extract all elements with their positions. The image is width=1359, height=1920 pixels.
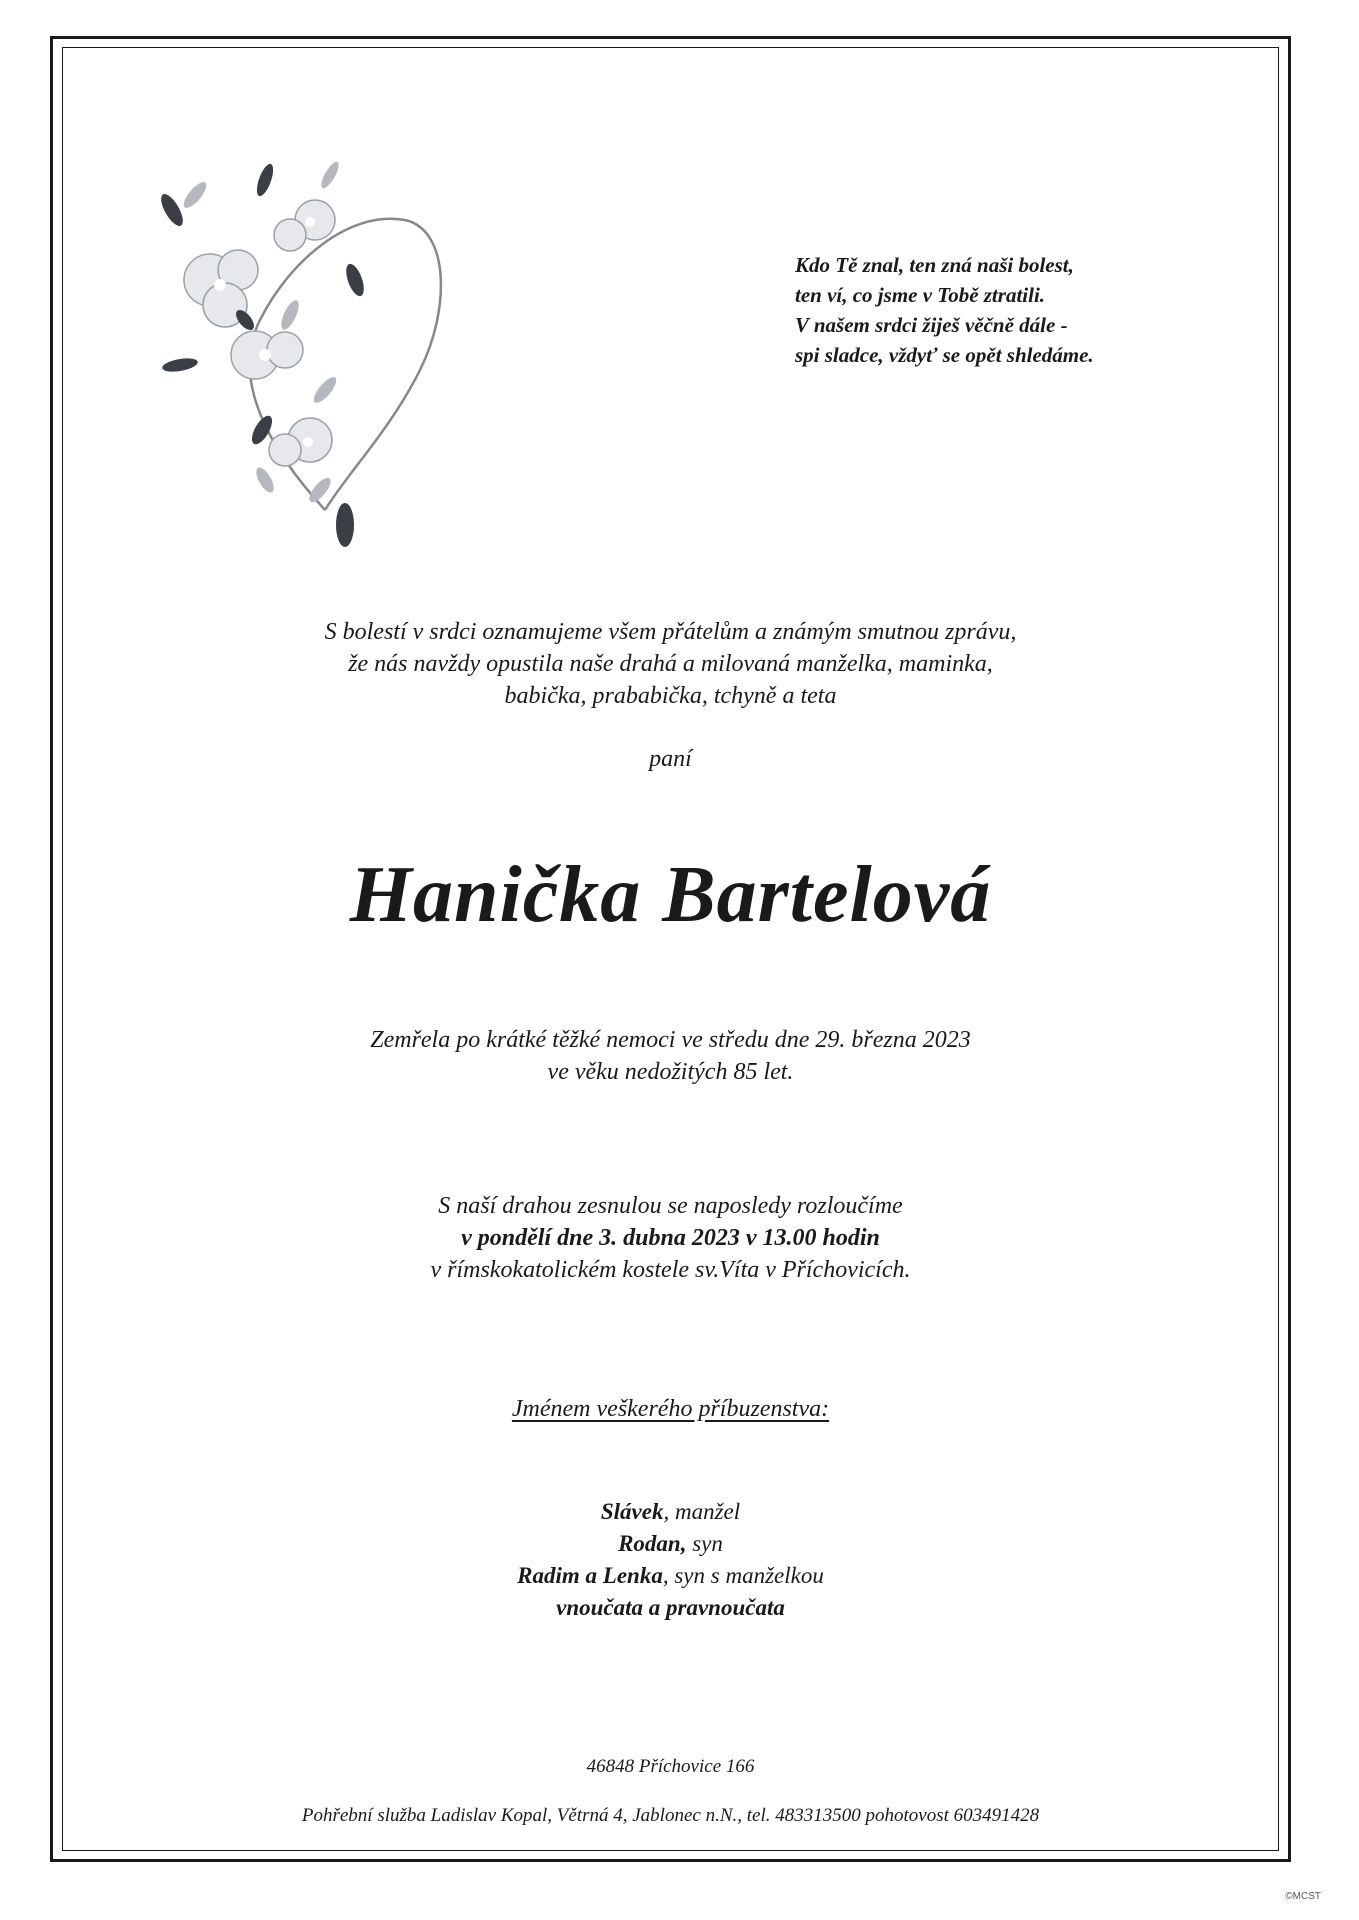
death-line: Zemřela po krátké těžké nemoci ve středu dne 29. března 2023 [370,1027,971,1053]
address: 46848 Příchovice 166 [586,1756,755,1777]
funeral-date: v pondělí dne 3. dubna 2023 v 13.00 hodin [461,1225,880,1251]
family-member-name: Rodan, [618,1531,687,1556]
family-heading: Jménem veškerého příbuzenstva: [511,1396,830,1422]
poem [795,250,1215,370]
death-info [62,1024,1279,1088]
announcement-line: že nás navždy opustila naše drahá a milovaná manželka, maminka, [348,651,993,677]
flower-heart-ornament [150,150,530,570]
family-member [62,1496,1279,1528]
announcement-line: babička, prababička, tchyně a teta [504,683,837,709]
announcement-line: S bolestí v srdci oznamujeme všem přátelům a známým smutnou zprávu, [324,619,1017,645]
announcement [62,616,1279,712]
death-line: ve věku nedožitých 85 let. [547,1059,794,1085]
family-member [62,1592,1279,1624]
funeral-place: v římskokatolickém kostele sv.Víta v Příchovicích. [430,1257,911,1283]
family-member [62,1528,1279,1560]
family-member-name: vnoučata a pravnoučata [556,1595,785,1620]
poem-line: ten ví, co jsme v Tobě ztratili. [795,283,1046,307]
funeral-service-footer: Pohřební služba Ladislav Kopal, Větrná 4, Jablonec n.N., tel. 483313500 pohotovost 603491428 [301,1805,1040,1826]
poem-line: Kdo Tě znal, ten zná naši bolest, [795,253,1074,277]
family-list [62,1496,1279,1624]
deceased-name: Hanička Bartelová [349,851,992,939]
poem-line: spi sladce, vždyť se opět shledáme. [795,343,1094,367]
family-member-relation: , manžel [663,1499,741,1524]
copyright-mark: ©MCST [1285,1891,1321,1902]
funeral-info [62,1190,1279,1286]
honorific: paní [649,746,692,772]
funeral-line: S naší drahou zesnulou se naposledy rozloučíme [438,1193,903,1219]
family-member-name: Radim a Lenka [517,1563,663,1588]
family-member-relation: , syn s manželkou [662,1563,824,1588]
family-member [62,1560,1279,1592]
family-member-relation: syn [686,1531,723,1556]
poem-line: V našem srdci žiješ věčně dále - [795,313,1068,337]
family-member-name: Slávek [600,1499,664,1524]
